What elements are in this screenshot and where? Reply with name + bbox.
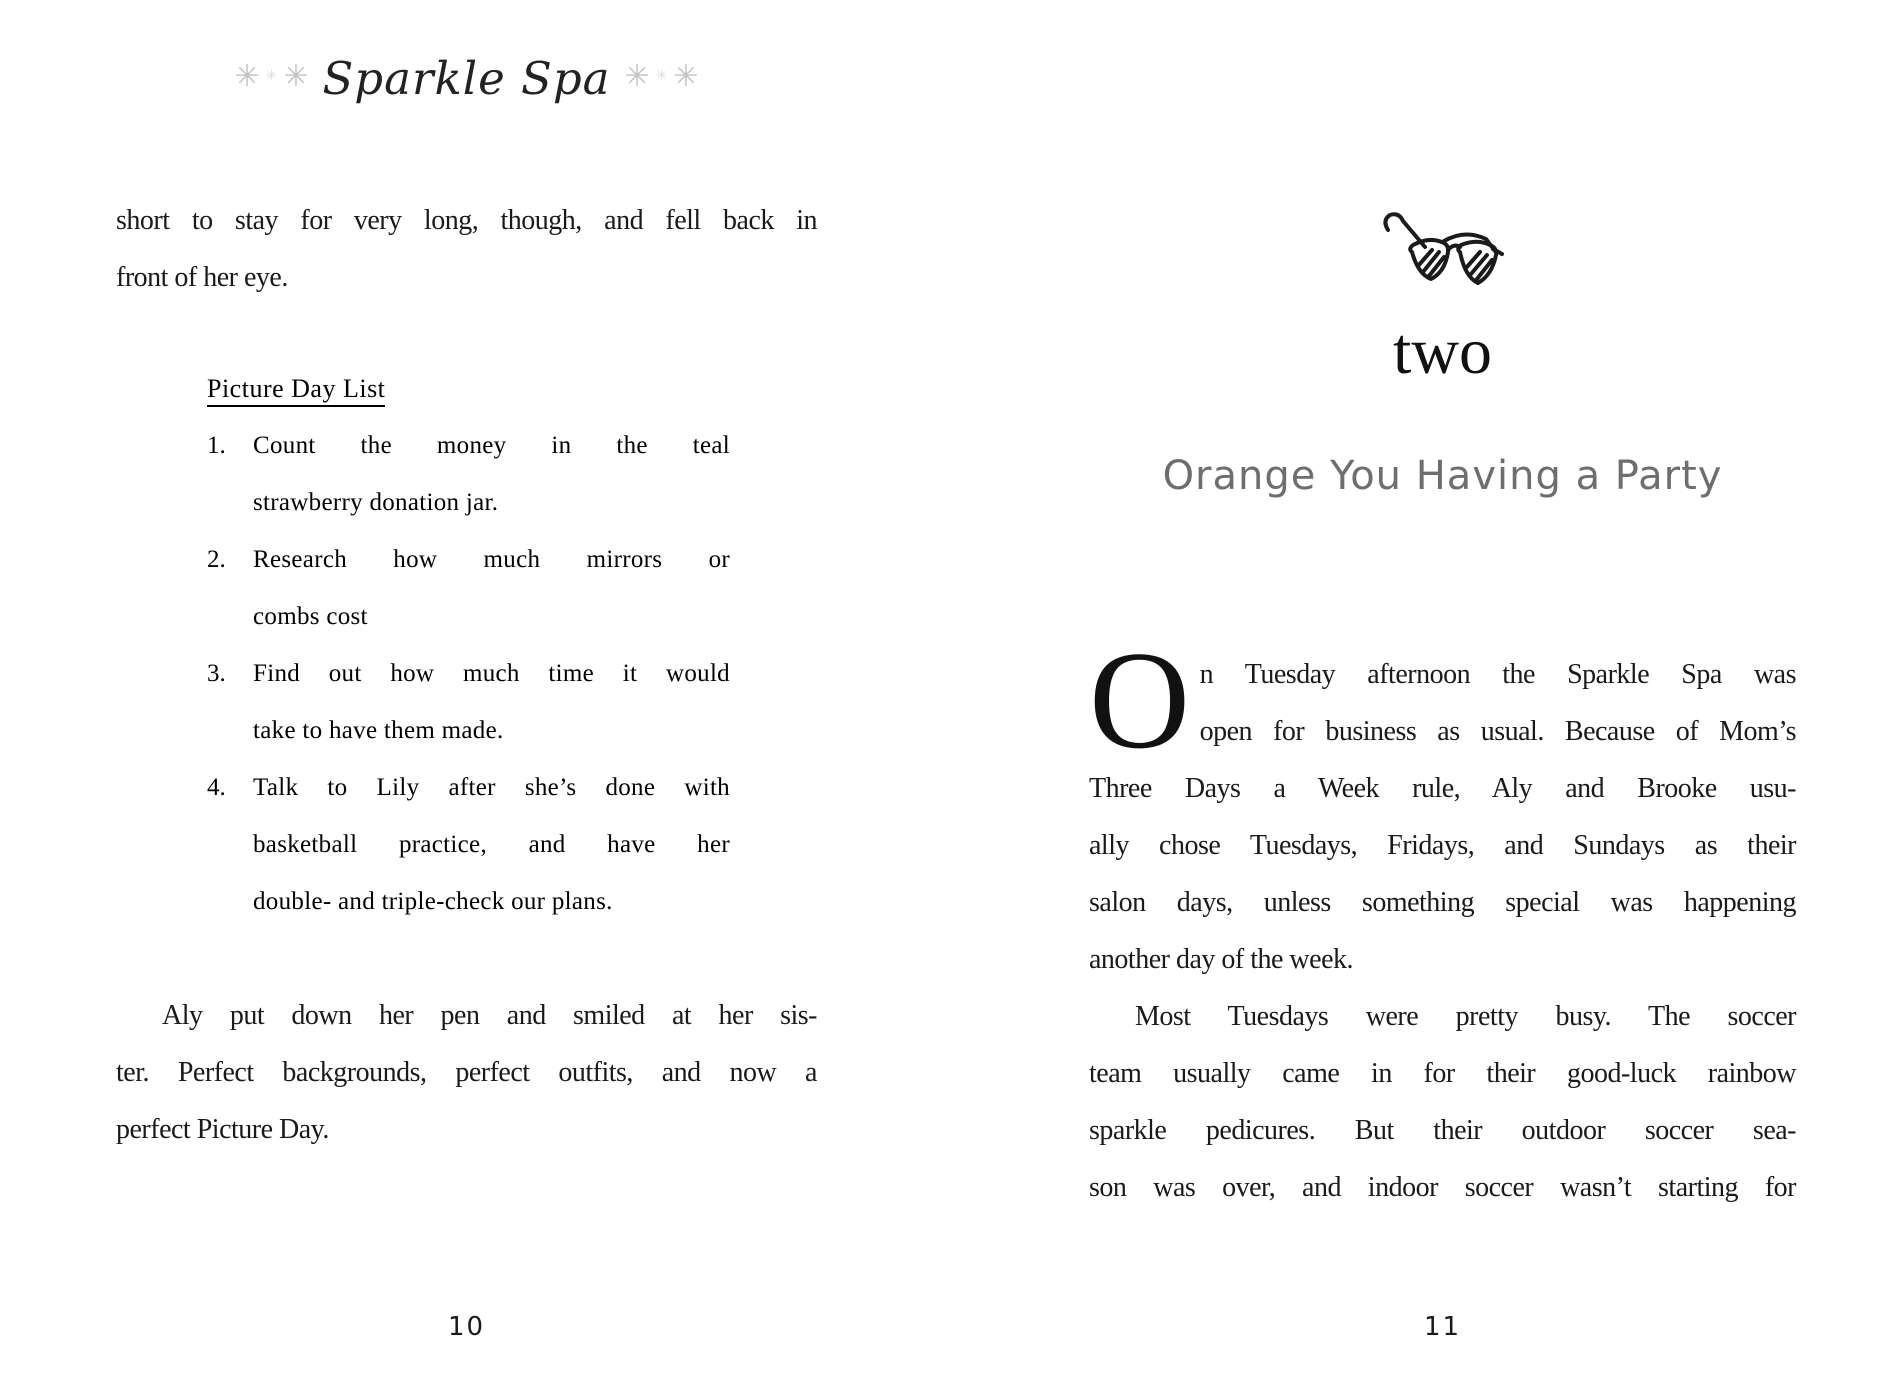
star-icon: ✳: [283, 60, 309, 93]
chapter-number: two: [1393, 315, 1492, 388]
item-number: 1.: [207, 432, 226, 459]
item-number: 2.: [207, 546, 226, 573]
body-line: ter. Perfect backgrounds, perfect outfits, and now a: [116, 1057, 817, 1088]
body-line: ally chose Tuesdays, Fridays, and Sundays as their: [1089, 830, 1796, 861]
body-line: perfect Picture Day.: [116, 1114, 329, 1145]
list-item: [207, 645, 730, 759]
body-line: another day of the week.: [1089, 944, 1353, 975]
closing-paragraph: [116, 987, 817, 1158]
item-number: 4.: [207, 774, 226, 801]
page-number: 11: [1423, 1312, 1462, 1342]
item-line: double- and triple-check our plans.: [253, 888, 613, 915]
body-line: son was over, and indoor soccer wasn’t starting for: [1089, 1172, 1796, 1203]
body-line: Three Days a Week rule, Aly and Brooke usu-: [1089, 773, 1796, 804]
star-icon: ✳: [265, 69, 278, 84]
star-icon: ✳: [234, 60, 260, 93]
running-header-title: Sparkle Spa: [322, 52, 611, 105]
body-line: n Tuesday afternoon the Sparkle Spa was: [1199, 659, 1796, 690]
body-line: team usually came in for their good-luck rainbow: [1089, 1058, 1796, 1089]
picture-day-list: [207, 360, 730, 930]
list-item: [207, 417, 730, 531]
item-line: Find out how much time it would: [253, 660, 730, 687]
chapter-body: [1089, 623, 1796, 1216]
list-item: [207, 531, 730, 645]
item-number: 3.: [207, 660, 226, 687]
running-header: [116, 52, 817, 105]
item-line: Talk to Lily after she’s done with: [253, 774, 730, 801]
drop-cap: O: [1089, 623, 1190, 778]
body-line: open for business as usual. Because of Mom’s: [1199, 716, 1796, 747]
item-line: Count the money in the teal: [253, 432, 730, 459]
body-line: sparkle pedicures. But their outdoor soccer sea-: [1089, 1115, 1796, 1146]
sunglasses-icon: [1372, 200, 1522, 300]
item-line: basketball practice, and have her: [253, 831, 730, 858]
item-line: Research how much mirrors or: [253, 546, 730, 573]
body-line: short to stay for very long, though, and fell back in: [116, 205, 817, 236]
body-line: front of her eye.: [116, 262, 288, 293]
list-item: [207, 759, 730, 930]
star-icon: ✳: [655, 69, 668, 84]
list-title: Picture Day List: [207, 360, 730, 417]
page-number: 10: [447, 1312, 486, 1342]
right-page: [1089, 0, 1796, 1400]
body-line: salon days, unless something special was happening: [1089, 887, 1796, 918]
item-line: strawberry donation jar.: [253, 489, 499, 516]
item-line: take to have them made.: [253, 717, 504, 744]
body-line: Aly put down her pen and smiled at her sis-: [162, 1000, 817, 1031]
intro-paragraph: [116, 192, 817, 306]
star-icon: ✳: [624, 60, 650, 93]
chapter-title: Orange You Having a Party: [1162, 453, 1723, 499]
item-line: combs cost: [253, 603, 368, 630]
star-icon: ✳: [673, 60, 699, 93]
body-line: Most Tuesdays were pretty busy. The soccer: [1135, 1001, 1796, 1032]
left-page: [116, 0, 817, 1400]
